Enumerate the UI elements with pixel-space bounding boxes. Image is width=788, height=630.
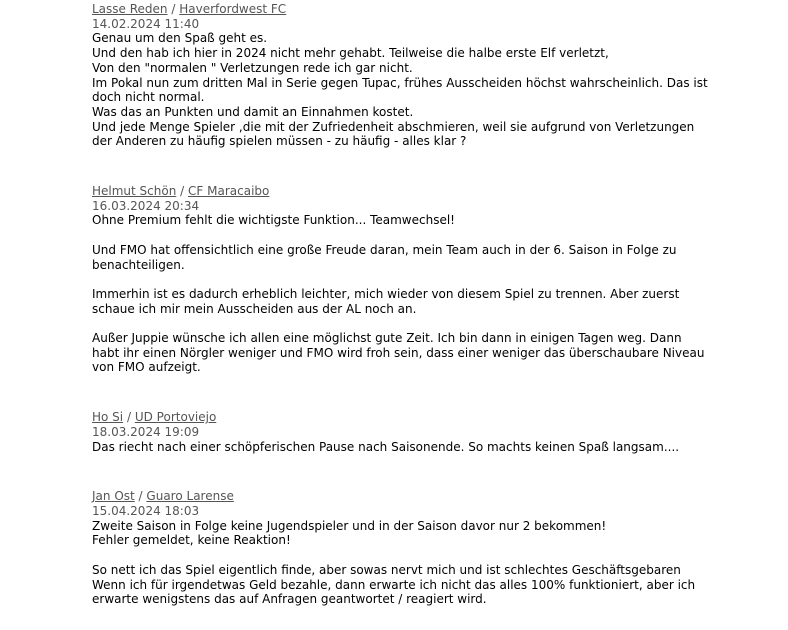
comment-feed [92,2,712,607]
comment-header [92,489,712,504]
author-club-separator: / [138,489,143,504]
author-club-separator: / [171,2,176,16]
comment-body: Ohne Premium fehlt die wichtigste Funktion... Teamwechsel! Und FMO hat offensichtlich eine große Freude daran, mein Team auch in der 6. Saison in Folge zu benachteiligen. Immerhin ist es dadurch erheblich leichter, mich wieder von diesem Spiel zu trennen. Aber zuerst schaue ich mir mein Ausscheiden aus der AL noch an. Außer Juppie wünsche ich allen eine möglichst gute Zeit. Ich bin dann in einigen Tagen weg. Dann habt ihr einen Nörgler weniger und FMO wird froh sein, dass einer weniger das überschaubare Niveau von FMO aufzeigt. [92,213,705,375]
comment-post [92,2,712,149]
comment-body: Zweite Saison in Folge keine Jugendspieler und in der Saison davor nur 2 bekommen! Fehler gemeldet, keine Reaktion! So nett ich das Spiel eigentlich finde, aber sowas nervt mich und ist schlechtes Geschäftsgebaren Wenn ich für irgendetwas Geld bezahle, dann erwarte ich nicht das alles 100% funktioniert, aber ich erwarte wenigstens das auf Anfragen geantwortet / reagiert wird. [92,518,696,607]
comment-header [92,2,712,17]
club-link[interactable]: Guaro Larense [146,489,234,504]
comment-post [92,410,712,454]
comment-header [92,184,712,199]
comment-date: 18.03.2024 19:09 [92,424,200,439]
author-link[interactable]: Helmut Schön [92,184,177,199]
comment-date: 16.03.2024 20:34 [92,198,200,213]
comment-body: Das riecht nach einer schöpferischen Pause nach Saisonende. So machts keinen Spaß langsam.... [92,439,680,454]
club-link[interactable]: CF Maracaibo [188,184,270,199]
club-link[interactable]: UD Portoviejo [134,410,217,425]
author-club-separator: / [126,410,132,425]
author-club-separator: / [180,184,185,199]
club-link[interactable]: Haverfordwest FC [179,2,287,16]
author-link[interactable]: Lasse Reden [92,2,168,16]
author-link[interactable]: Jan Ost [92,489,135,504]
author-link[interactable]: Ho Si [92,410,124,425]
comment-post [92,184,712,375]
comment-date: 15.04.2024 18:03 [92,503,200,518]
comment-date: 14.02.2024 11:40 [92,16,200,31]
comment-post [92,489,712,607]
comment-header [92,410,712,425]
comment-body: Genau um den Spaß geht es. Und den hab ich hier in 2024 nicht mehr gehabt. Teilweise die halbe erste Elf verletzt, Von den "normalen " Verletzungen rede ich gar nicht. Im Pokal nun zum dritten Mal in Serie gegen Tupac, frühes Ausscheiden höchst wahrscheinlich. Das ist doch nicht normal. Was das an Punkten und damit an Einnahmen kostet. Und jede Menge Spieler ,die mit der Zufriedenheit abschmieren, weil sie aufgrund von Verletzungen der Anderen zu häufig spielen müssen - zu häufig - alles klar ? [92,31,708,149]
